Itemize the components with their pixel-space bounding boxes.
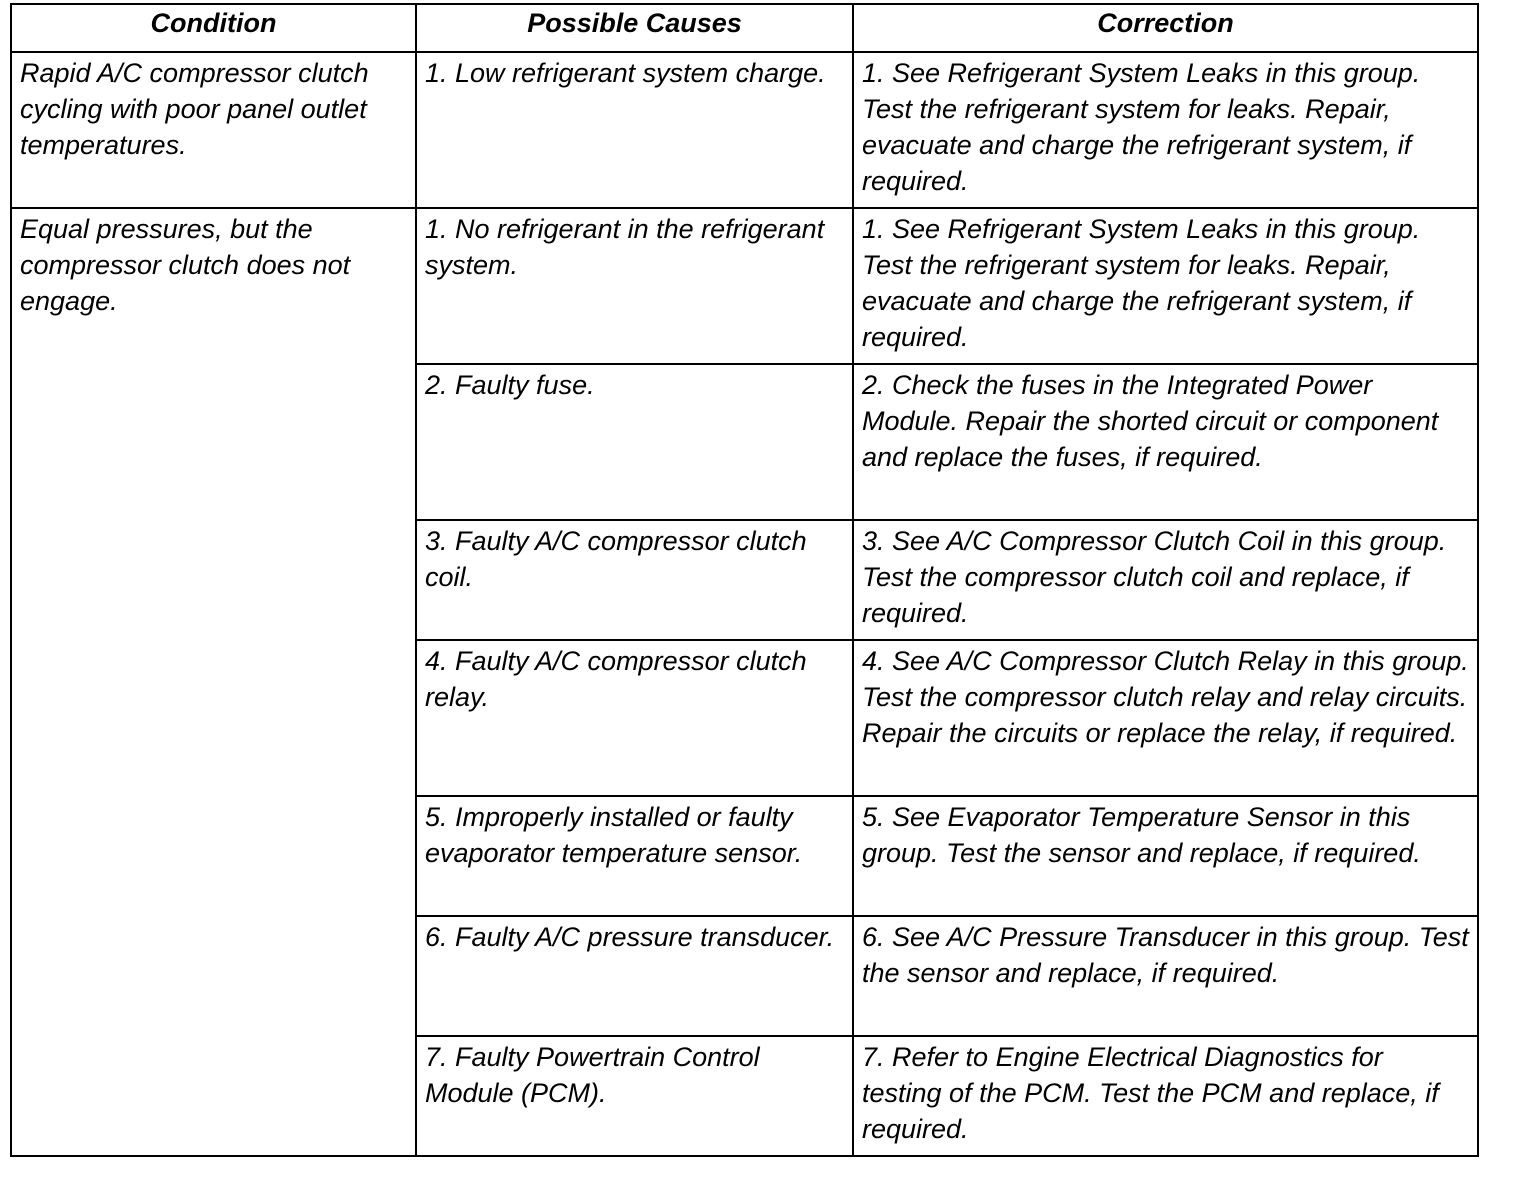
cause-cell: 1. No refrigerant in the refrigerant system. <box>416 208 853 364</box>
cause-cell: 6. Faulty A/C pressure transducer. <box>416 916 853 1036</box>
correction-cell: 3. See A/C Compressor Clutch Coil in this group. Test the compressor clutch coil and replace, if required. <box>853 520 1478 640</box>
correction-cell: 2. Check the fuses in the Integrated Power Module. Repair the shorted circuit or component and replace the fuses, if required. <box>853 364 1478 520</box>
correction-cell: 6. See A/C Pressure Transducer in this group. Test the sensor and replace, if required. <box>853 916 1478 1036</box>
correction-cell: 4. See A/C Compressor Clutch Relay in this group. Test the compressor clutch relay and relay circuits. Repair the circuits or replace the relay, if required. <box>853 640 1478 796</box>
correction-cell: 1. See Refrigerant System Leaks in this group. Test the refrigerant system for leaks. Repair, evacuate and charge the refrigerant system, if required. <box>853 208 1478 364</box>
condition-cell: Rapid A/C compressor clutch cycling with poor panel outlet temperatures. <box>11 52 416 208</box>
cause-cell: 5. Improperly installed or faulty evaporator temperature sensor. <box>416 796 853 916</box>
diagnosis-table <box>10 3 1479 1157</box>
condition-cell: Equal pressures, but the compressor clutch does not engage. <box>11 208 416 1156</box>
correction-cell: 5. See Evaporator Temperature Sensor in this group. Test the sensor and replace, if required. <box>853 796 1478 916</box>
header-correction: Correction <box>853 4 1478 52</box>
header-possible-causes: Possible Causes <box>416 4 853 52</box>
header-condition: Condition <box>11 4 416 52</box>
cause-cell: 1. Low refrigerant system charge. <box>416 52 853 208</box>
cause-cell: 7. Faulty Powertrain Control Module (PCM). <box>416 1036 853 1156</box>
correction-cell: 1. See Refrigerant System Leaks in this group. Test the refrigerant system for leaks. Repair, evacuate and charge the refrigerant system, if required. <box>853 52 1478 208</box>
table-row <box>11 208 1478 364</box>
correction-cell: 7. Refer to Engine Electrical Diagnostics for testing of the PCM. Test the PCM and replace, if required. <box>853 1036 1478 1156</box>
cause-cell: 2. Faulty fuse. <box>416 364 853 520</box>
table-row <box>11 52 1478 208</box>
cause-cell: 4. Faulty A/C compressor clutch relay. <box>416 640 853 796</box>
cause-cell: 3. Faulty A/C compressor clutch coil. <box>416 520 853 640</box>
header-row <box>11 4 1478 52</box>
